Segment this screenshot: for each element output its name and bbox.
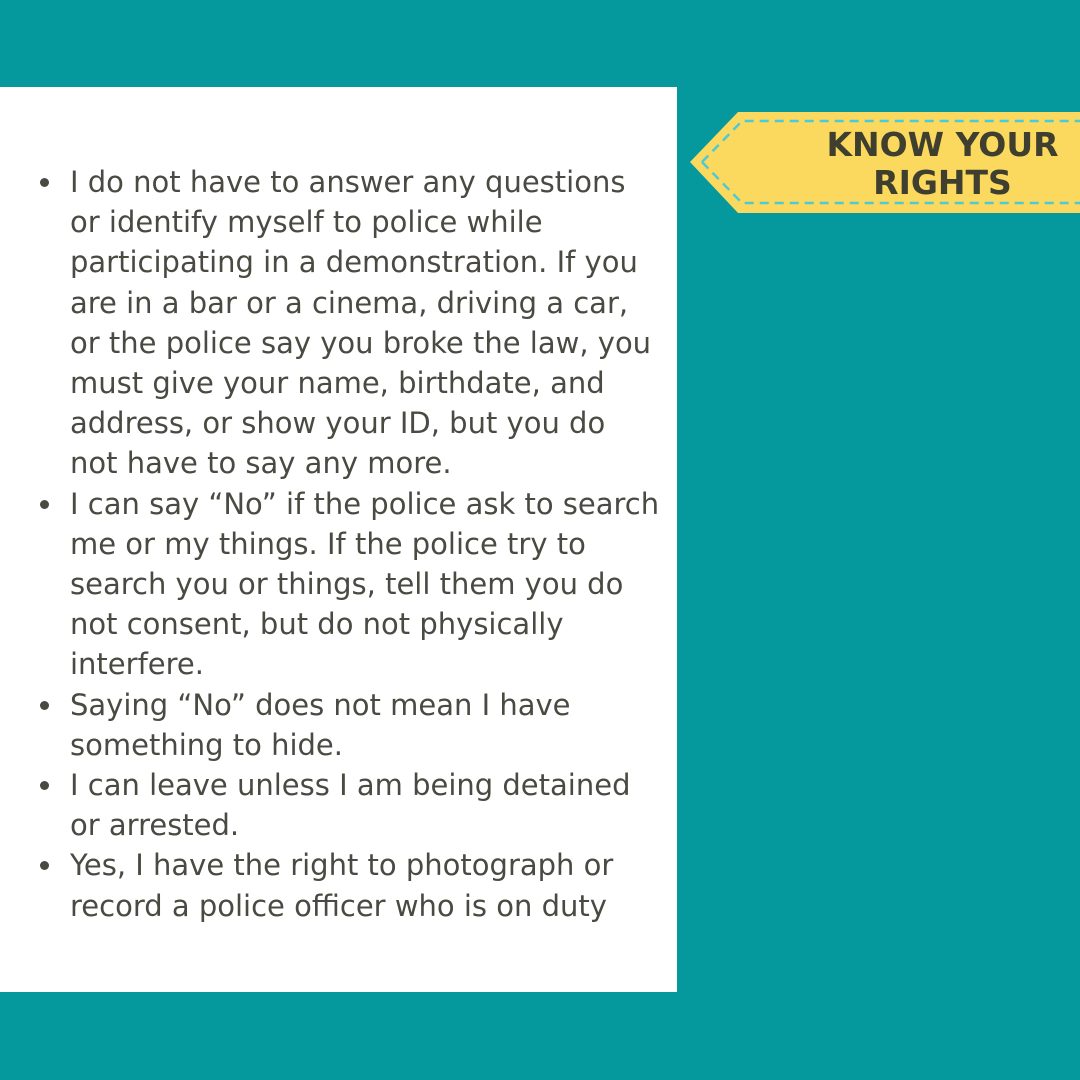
- banner-title: KNOW YOUR RIGHTS: [826, 125, 1059, 202]
- list-item: [70, 845, 660, 925]
- bullet-text: Yes, I have the right to photograph or record a police officer who is on duty: [70, 848, 614, 923]
- bullet-icon: [40, 500, 49, 509]
- list-item: [70, 162, 660, 484]
- bullet-text: I can leave unless I am being detained or arrested.: [70, 768, 631, 843]
- list-item: [70, 484, 660, 685]
- bullet-text: Saying “No” does not mean I have something to hide.: [70, 687, 571, 762]
- list-item: [70, 765, 660, 845]
- bullet-text: I can say “No” if the police ask to search me or my things. If the police try to search you or things, tell them you do not consent, but do not physically interfere.: [70, 486, 660, 682]
- bullet-icon: [40, 701, 49, 710]
- rights-list: [70, 162, 660, 926]
- bullet-text: I do not have to answer any questions or identify myself to police while participating in a demonstration. If you are in a bar or a cinema, driving a car, or the police say you broke the law, you must give your name, birthdate, and address, or show your ID, but you do not have to say any more.: [70, 165, 652, 481]
- bullet-icon: [40, 178, 49, 187]
- list-item: [70, 685, 660, 765]
- title-banner: [690, 112, 1080, 213]
- bullet-icon: [40, 781, 49, 790]
